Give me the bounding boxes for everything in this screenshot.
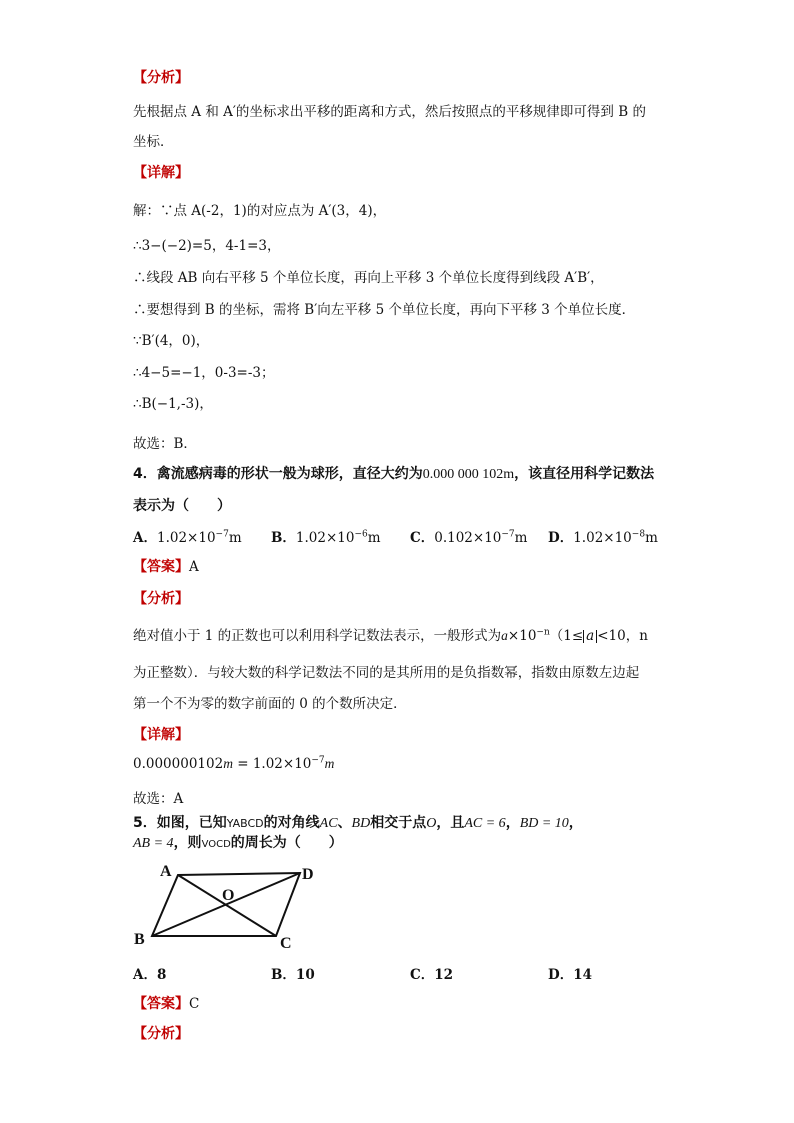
q4-analysis-line-3: 第一个不为零的数字前面的 0 的个数所决定． xyxy=(133,696,407,712)
q3-step: ∵B′(4，0)， xyxy=(133,333,210,349)
q4-option-b[interactable]: B．$1.02\times 10^{-6}m$ xyxy=(271,529,381,546)
q4-choice: 故选：A xyxy=(133,791,184,807)
vertex-label-a: A xyxy=(160,863,172,880)
q3-analysis-line-2: 坐标． xyxy=(133,134,174,150)
q4-detail-tag: 【详解】 xyxy=(133,727,189,743)
q5-stem-line-2: AB = 4，则VOCD的周长为（ ） xyxy=(133,835,343,851)
q4-option-a[interactable]: A．$1.02\times 10^{-7}m$ xyxy=(133,529,242,546)
diagonal-ac xyxy=(178,875,276,936)
q3-step: ∴要想得到 B 的坐标，需将 B′向左平移 5 个单位长度，再向下平移 3 个单位长度． xyxy=(133,302,636,318)
center-label-o: O xyxy=(222,887,235,904)
q3-step: 解：∵点 A(-2，1)的对应点为 A′(3，4)， xyxy=(133,203,387,219)
detail-tag: 【详解】 xyxy=(133,165,189,181)
q4-analysis-line-1: 绝对值小于 1 的正数也可以利用科学记数法表示，一般形式为$a\times 10^{-n}(1\le a <10$，n xyxy=(133,627,648,644)
q4-stem-b: ，该直径用科学记数法 xyxy=(514,466,655,482)
q3-step: ∴线段 AB 向右平移 5 个单位长度，再向上平移 3 个单位长度得到线段 A′B′， xyxy=(133,270,604,286)
q5-analysis-tag: 【分析】 xyxy=(133,1026,189,1042)
q5-stem-line-1: 5．如图，已知YABCD的对角线AC、BD相交于点O，且AC = 6，BD = 10， xyxy=(133,815,583,831)
q5-answer: 【答案】C xyxy=(133,996,200,1012)
q3-analysis-line-1: 先根据点 A 和 A′的坐标求出平移的距离和方式，然后按照点的平移规律即可得到 B 的 xyxy=(133,104,646,120)
q4-stem-a: 4．禽流感病毒的形状一般为球形，直径大约为 xyxy=(133,466,423,482)
analysis-tag: 【分析】 xyxy=(133,70,189,86)
q4-detail-equation: $0.000000102m = 1.02\times 10^{-7}m$ xyxy=(133,755,335,772)
q5-option-c[interactable]: C．12 xyxy=(410,967,454,983)
q5-option-d[interactable]: D．14 xyxy=(548,967,593,983)
parallelogram-figure xyxy=(130,858,340,950)
q5-option-b[interactable]: B．10 xyxy=(271,967,315,983)
q4-option-d[interactable]: D．$1.02\times 10^{-8}m$ xyxy=(548,529,658,546)
q3-step: ∴B(−1,-3)， xyxy=(133,396,213,412)
q4-stem-line-2: 表示为（ ） xyxy=(133,498,231,514)
q3-step: ∴3−(−2)=5，4-1=3， xyxy=(133,238,281,254)
q4-analysis-tag: 【分析】 xyxy=(133,591,189,607)
q4-answer: 【答案】A xyxy=(133,559,199,575)
vertex-label-d: D xyxy=(302,866,314,883)
q4-option-c[interactable]: C．$0.102\times 10^{-7}m$ xyxy=(410,529,528,546)
q4-stem-number: 0.000 000 102m xyxy=(422,467,515,482)
vertex-label-b: B xyxy=(134,931,145,948)
q3-choice: 故选：B． xyxy=(133,436,197,452)
q4-stem-line-1 xyxy=(133,463,654,483)
q5-option-a[interactable]: A．8 xyxy=(133,967,167,983)
vertex-label-c: C xyxy=(280,935,292,950)
q4-analysis-line-2: 为正整数）．与较大数的科学记数法不同的是其所用的是负指数幂，指数由原数左边起 xyxy=(133,665,640,681)
q3-step: ∴4−5=−1，0-3=-3； xyxy=(133,365,275,381)
abs-value: a xyxy=(583,630,597,643)
